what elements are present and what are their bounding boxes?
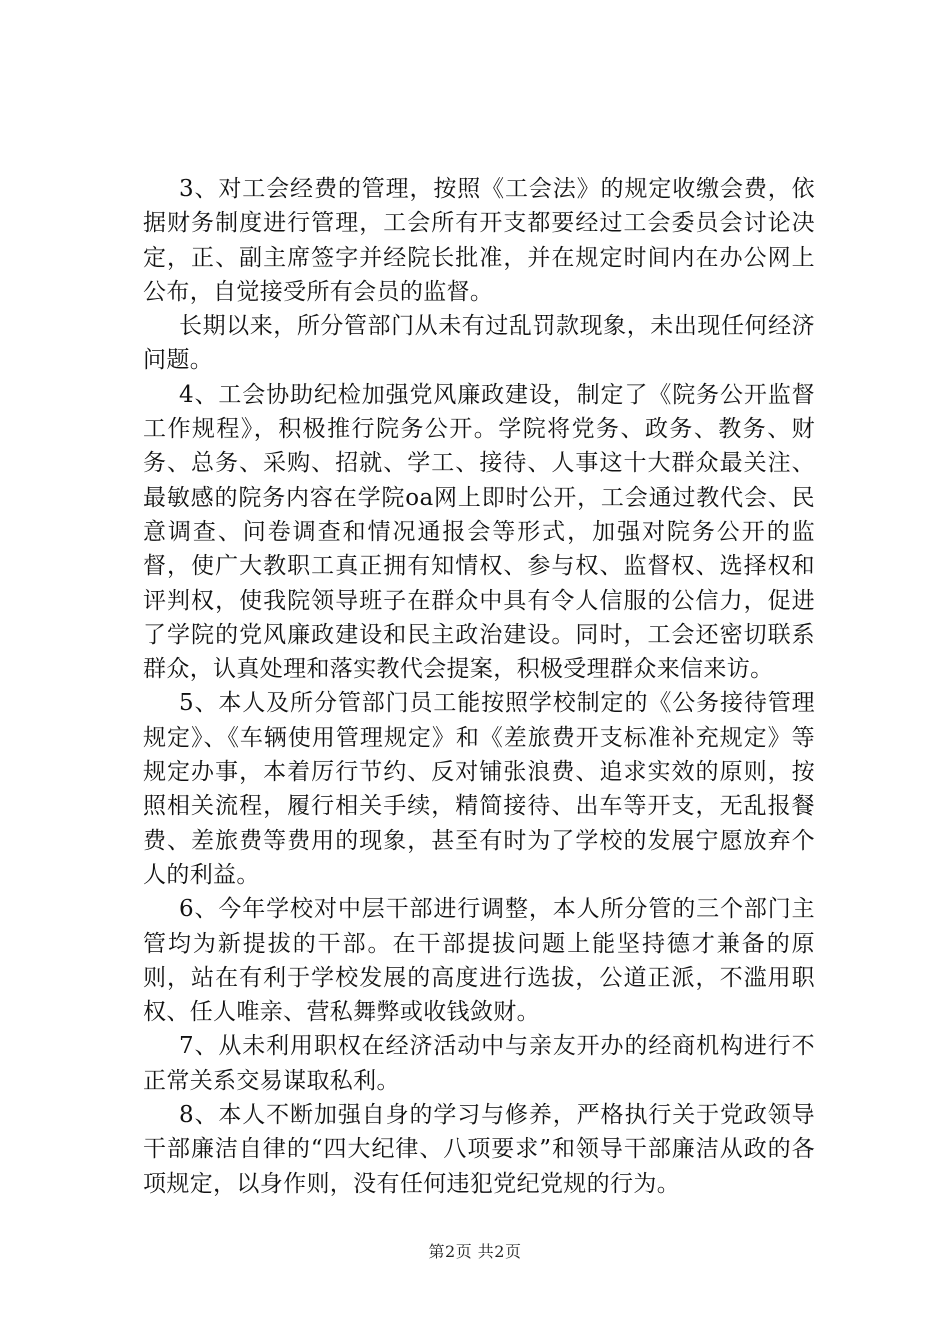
paragraph-item-4: 4、工会协助纪检加强党风廉政建设，制定了《院务公开监督工作规程》，积极推行院务公开。学院将党务、政务、教务、财务、总务、采购、招就、学工、接待、人事这十大群众最关注、最敏感的院务内容在学院oa网上即时公开，工会通过教代会、民意调查、问卷调查和情况通报会等形式，加强对院务公开的监督，使广大教职工真正拥有知情权、参与权、监督权、选择权和评判权，使我院领导班子在群众中具有令人信服的公信力，促进了学院的党风廉政建设和民主政治建设。同时，工会还密切联系群众，认真处理和落实教代会提案，积极受理群众来信来访。	[143, 381, 815, 683]
page-number-footer: 第2页 共2页	[428, 1242, 522, 1261]
paragraph-long-term: 长期以来，所分管部门从未有过乱罚款现象，未出现任何经济问题。	[143, 313, 815, 374]
paragraph-item-5: 5、本人及所分管部门员工能按照学校制定的《公务接待管理规定》、《车辆使用管理规定》和《差旅费开支标准补充规定》等规定办事，本着厉行节约、反对铺张浪费、追求实效的原则，按照相关流程，履行相关手续，精简接待、出车等开支，无乱报餐费、差旅费等费用的现象，甚至有时为了学校的发展宁愿放弃个人的利益。	[143, 690, 815, 888]
document-body	[143, 172, 815, 1201]
paragraph-item-3: 3、对工会经费的管理，按照《工会法》的规定收缴会费，依据财务制度进行管理，工会所有开支都要经过工会委员会讨论决定，正、副主席签字并经院长批准，并在规定时间内在办公网上公布，自觉接受所有会员的监督。	[143, 176, 815, 305]
paragraph-item-7: 7、从未利用职权在经济活动中与亲友开办的经商机构进行不正常关系交易谋取私利。	[143, 1033, 815, 1094]
paragraph-item-6: 6、今年学校对中层干部进行调整，本人所分管的三个部门主管均为新提拔的干部。在干部提拔问题上能坚持德才兼备的原则，站在有利于学校发展的高度进行选拔，公道正派，不滥用职权、任人唯亲、营私舞弊或收钱敛财。	[143, 896, 815, 1026]
paragraph-item-8: 8、本人不断加强自身的学习与修养，严格执行关于党政领导干部廉洁自律的“四大纪律、八项要求”和领导干部廉洁从政的各项规定，以身作则，没有任何违犯党纪党规的行为。	[143, 1102, 815, 1197]
